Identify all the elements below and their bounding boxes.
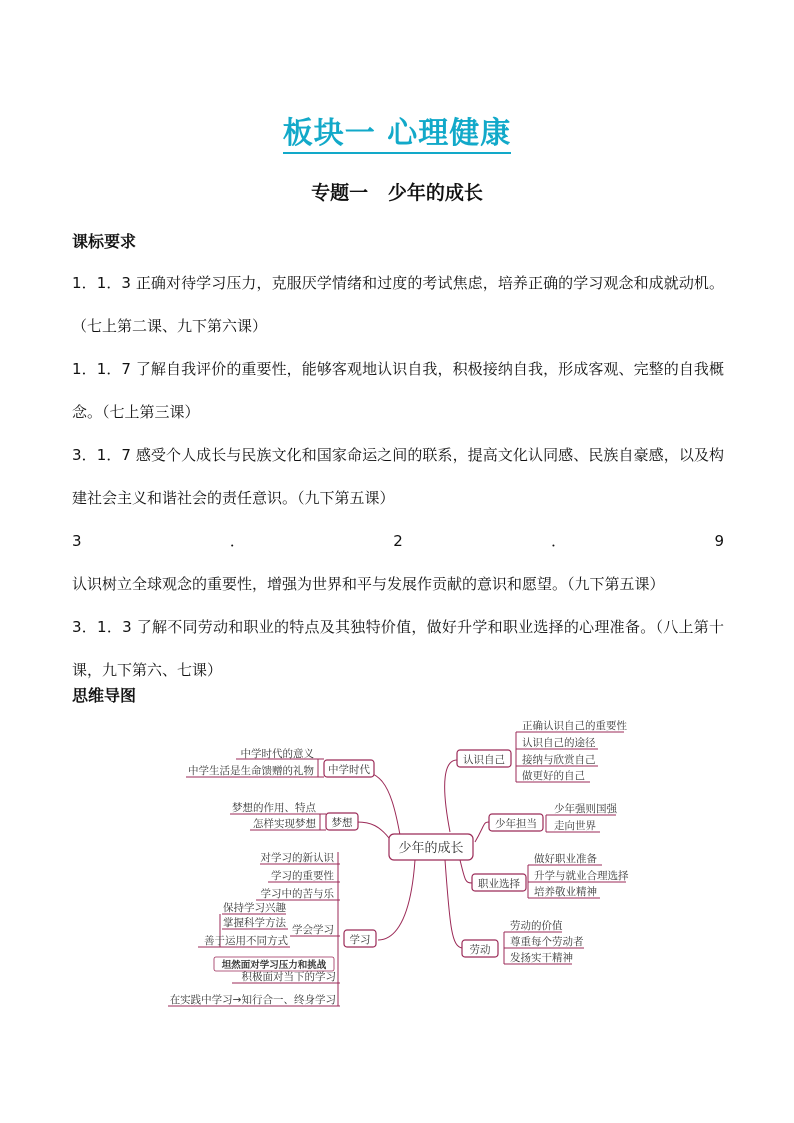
leaf-text: 梦想的作用、特点 xyxy=(232,802,316,814)
requirement-item xyxy=(72,348,724,434)
leaf-text: 培养敬业精神 xyxy=(534,886,597,898)
mindmap-heading: 思维导图 xyxy=(72,686,137,705)
page-title xyxy=(0,108,794,152)
leaf-text: 正确认识自己的重要性 xyxy=(522,720,627,732)
leaf-text: 做更好的自己 xyxy=(522,770,585,782)
branch-label-xuexi: 学习 xyxy=(349,934,371,946)
leaf-text: 少年强则国强 xyxy=(554,803,617,815)
leaf-text: 在实践中学习→知行合一、终身学习 xyxy=(169,994,336,1006)
mind-map xyxy=(0,700,794,1030)
leaf-text: 做好职业准备 xyxy=(534,853,597,865)
leaf-text: 学会学习 xyxy=(292,924,334,936)
branch-label-zhiye: 职业选择 xyxy=(478,878,520,890)
leaf-text: 中学时代的意义 xyxy=(240,748,314,760)
requirements-list xyxy=(72,262,724,692)
requirement-code: 3．1．3 xyxy=(72,618,132,636)
branch-label-shaonian: 少年担当 xyxy=(495,818,537,830)
leaf-text: 尊重每个劳动者 xyxy=(510,936,584,948)
leaf-text: 发扬实干精神 xyxy=(510,952,573,964)
leaf-text: 怎样实现梦想 xyxy=(253,818,316,830)
requirement-item xyxy=(72,434,724,520)
connector-line xyxy=(378,860,415,940)
requirement-item xyxy=(72,262,724,348)
page-title-text: 板块一 心理健康 xyxy=(283,116,511,154)
leaf-text: 保持学习兴趣 xyxy=(223,902,286,914)
branch-label-renshi: 认识自己 xyxy=(463,754,505,766)
connector-line xyxy=(357,822,392,842)
requirement-code: 1．1．3 xyxy=(72,274,131,292)
leaf-text: 积极面对当下的学习 xyxy=(241,971,336,983)
requirement-text: 感受个人成长与民族文化和国家命运之间的联系，提高文化认同感、民族自豪感，以及构建社会主义和谐社会的责任意识。（九下第五课） xyxy=(72,446,724,507)
requirement-text: 正确对待学习压力，克服厌学情绪和过度的考试焦虑，培养正确的学习观念和成就动机。（七上第二课、九下第六课） xyxy=(72,274,724,335)
leaf-text: 接纳与欣赏自己 xyxy=(522,754,596,766)
requirement-text: 了解不同劳动和职业的特点及其独特价值，做好升学和职业选择的心理准备。（八上第十课，九下第六、七课） xyxy=(72,618,724,679)
leaf-text: 升学与就业合理选择 xyxy=(534,870,629,882)
leaf-text: 中学生活是生命馈赠的礼物 xyxy=(188,765,314,777)
branch-label-laodong: 劳动 xyxy=(469,944,491,956)
leaf-text: 学习的重要性 xyxy=(271,870,334,882)
requirements-heading: 课标要求 xyxy=(72,232,137,251)
topic-title: 专题一 少年的成长 xyxy=(311,182,483,204)
requirement-code: 3．1．7 xyxy=(72,446,131,464)
leaf-text: 对学习的新认识 xyxy=(260,852,334,864)
branch-label-zhongxue: 中学时代 xyxy=(328,764,370,776)
mindmap-center-label: 少年的成长 xyxy=(398,841,464,856)
branch-label-mengxiang: 梦想 xyxy=(331,817,353,829)
leaf-text: 掌握科学方法 xyxy=(223,917,286,929)
leaf-text: 认识自己的途径 xyxy=(522,737,596,749)
connector-line xyxy=(445,860,462,948)
requirement-code: 1．1．7 xyxy=(72,360,131,378)
requirement-text: 了解自我评价的重要性，能够客观地认识自我，积极接纳自我，形成客观、完整的自我概念。（七上第三课） xyxy=(72,360,724,421)
leaf-text: 劳动的价值 xyxy=(510,920,563,932)
connector-line xyxy=(445,760,457,832)
requirement-text: 认识树立全球观念的重要性，增强为世界和平与发展作贡献的意识和愿望。（九下第五课） xyxy=(72,575,665,593)
leaf-text: 走向世界 xyxy=(554,820,596,832)
requirement-item xyxy=(72,520,724,606)
requirement-item xyxy=(72,606,724,692)
leaf-text: 坦然面对学习压力和挑战 xyxy=(221,960,327,971)
connector-line xyxy=(460,860,472,883)
leaf-text: 善于运用不同方式 xyxy=(204,935,288,947)
leaf-text: 学习中的苦与乐 xyxy=(260,888,334,900)
connector-line xyxy=(475,822,489,842)
requirement-code: 3．2．9 xyxy=(72,532,724,550)
